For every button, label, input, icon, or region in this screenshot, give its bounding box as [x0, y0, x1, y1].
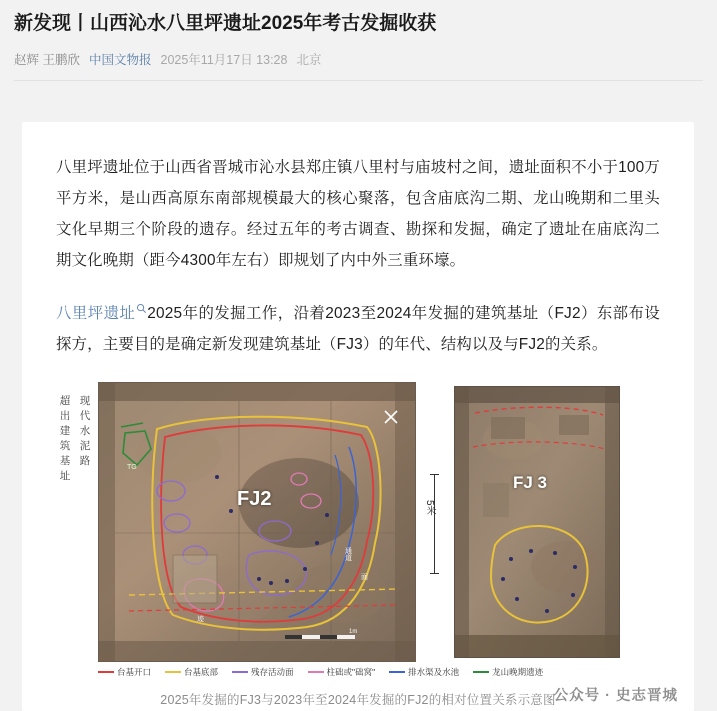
legend-item	[98, 666, 151, 678]
legend-swatch-icon	[308, 671, 324, 673]
figure-label-outer: 超出建筑基址	[59, 395, 71, 482]
svg-text:迹: 迹	[197, 616, 204, 623]
legend-swatch-icon	[98, 671, 114, 673]
legend-item	[232, 666, 294, 678]
photo-fj3	[454, 386, 620, 658]
fj3-label: FJ 3	[513, 473, 548, 492]
article-authors: 赵辉 王鹏欣	[14, 53, 80, 67]
article-header	[0, 0, 717, 81]
svg-text:TG: TG	[127, 464, 137, 471]
svg-text:面: 面	[361, 574, 368, 581]
fj3-overlay-graphics	[455, 387, 620, 658]
article-card	[22, 122, 694, 711]
scale-label: 5米	[424, 500, 435, 516]
legend-label: 排水渠及水池	[408, 667, 460, 677]
legend-swatch-icon	[165, 671, 181, 673]
svg-text:通道: 通道	[344, 547, 352, 561]
figure-label-inner: 现代水泥路	[79, 395, 91, 467]
legend-item	[389, 666, 459, 678]
search-icon[interactable]	[136, 303, 147, 314]
entity-link-label: 八里坪遗址	[56, 305, 136, 322]
article-meta	[14, 50, 703, 68]
legend-swatch-icon	[473, 671, 489, 673]
legend-label: 柱础或"础窝"	[326, 667, 376, 677]
paragraph-1: 八里坪遗址位于山西省晋城市沁水县郑庄镇八里村与庙坡村之间，遗址面积不小于100万平方米，是山西高原东南部规模最大的核心聚落，包含庙底沟二期、龙山晚期和二里头文化早期三个阶段的遗存。经过五年的考古调查、勘探和发掘，确定了遗址在庙底沟二期文化晚期（距今4300年左右）即规划了内中外三重环壕。	[56, 159, 660, 269]
legend-label: 台基开口	[117, 667, 152, 677]
article-body	[22, 122, 694, 360]
legend-label: 台基底部	[184, 667, 219, 677]
article-source[interactable]: 中国文物报	[88, 53, 152, 67]
scale-line	[434, 474, 435, 574]
photo-fj2	[98, 382, 416, 662]
entity-link-baliping[interactable]	[56, 305, 147, 322]
legend-swatch-icon	[232, 671, 248, 673]
fj2-label: FJ2	[237, 488, 272, 510]
paragraph-2-text: 2025年的发掘工作，沿着2023至2024年发掘的建筑基址（FJ2）东部布设探方，主要目的是确定新发现建筑基址（FJ3）的年代、结构以及与FJ2的关系。	[56, 305, 660, 353]
figure-caption: 2025年发掘的FJ3与2023年至2024年发掘的FJ2的相对位置关系示意图	[160, 693, 556, 707]
legend-label: 残存活动面	[251, 667, 294, 677]
watermark: 公众号 · 史志晋城	[553, 688, 678, 704]
header-divider	[14, 80, 703, 81]
legend-label: 龙山晚期遗迹	[492, 667, 544, 677]
legend-item	[473, 666, 543, 678]
page-title: 新发现丨山西沁水八里坪遗址2025年考古发掘收获	[14, 13, 437, 34]
figure-legend	[98, 666, 618, 678]
figure-block	[22, 382, 694, 708]
fj2-overlay-graphics	[99, 383, 416, 662]
svg-text:1m: 1m	[349, 629, 358, 635]
legend-item	[165, 666, 218, 678]
figure-image	[56, 382, 660, 677]
legend-swatch-icon	[389, 671, 405, 673]
article-timestamp: 2025年11月17日 13:28	[160, 53, 288, 67]
legend-item	[308, 666, 376, 678]
article-location: 北京	[296, 53, 322, 67]
paragraph-2	[56, 298, 660, 360]
